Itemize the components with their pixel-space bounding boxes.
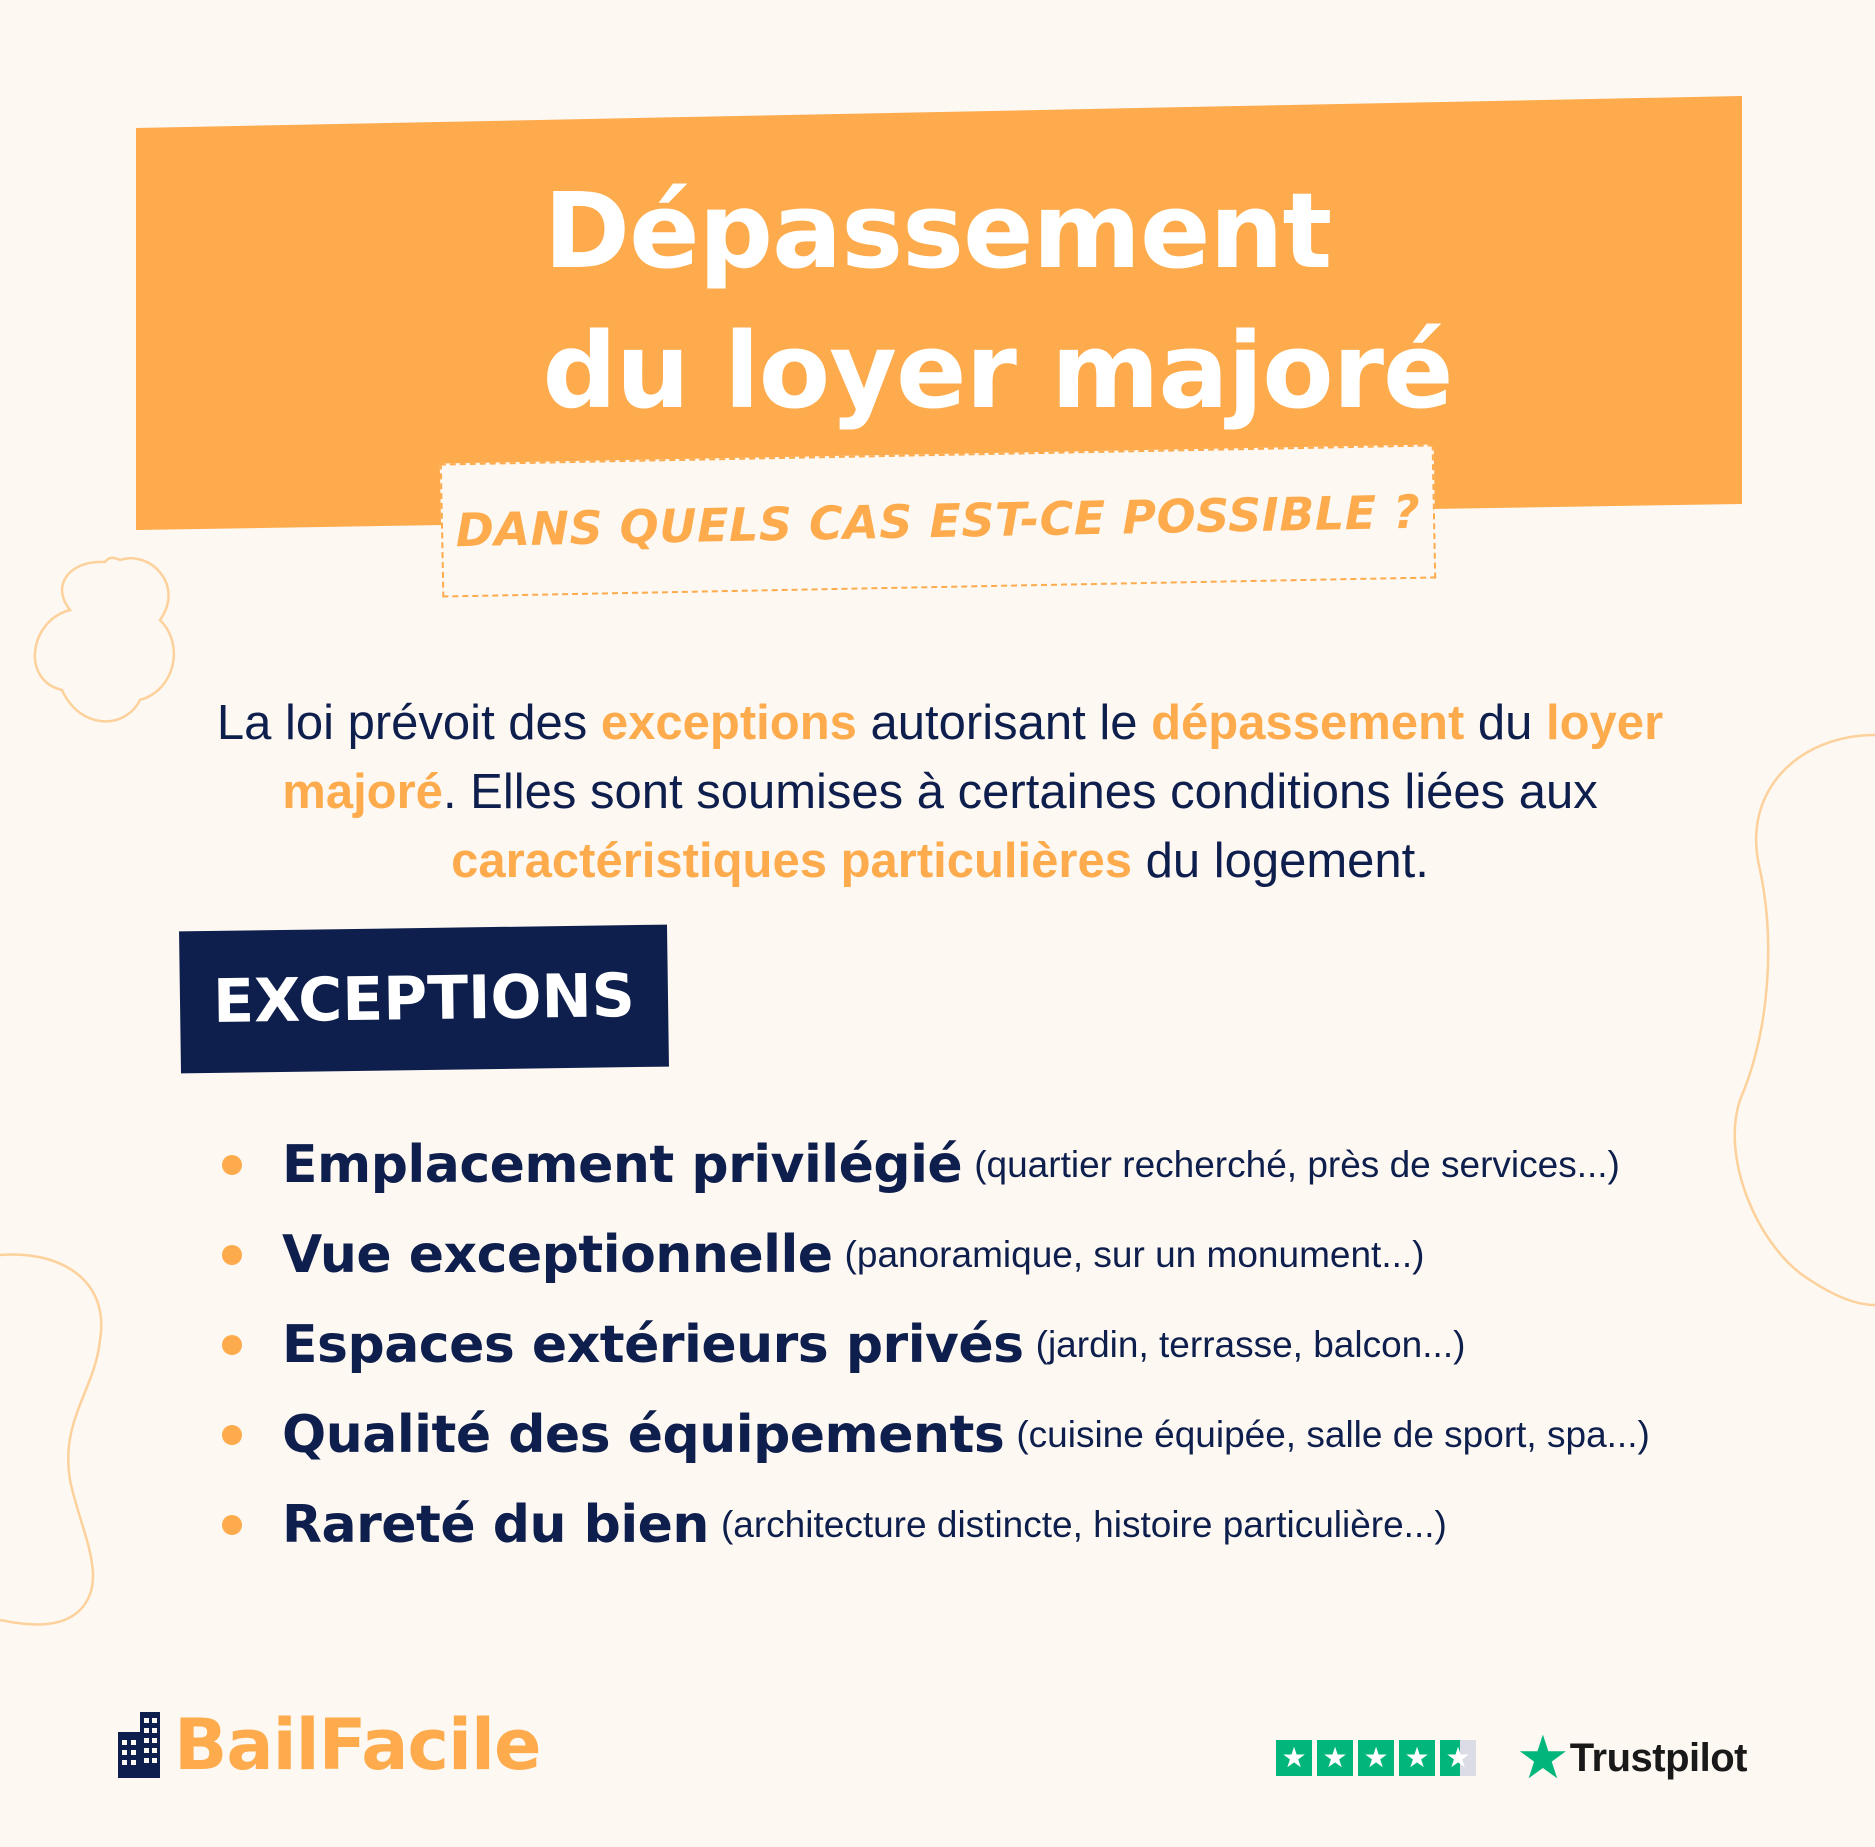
intro-text: du logement. [1131,834,1429,888]
rating-stars [1276,1740,1476,1776]
item-note: (panoramique, sur un monument...) [844,1234,1425,1275]
subtitle: DANS QUELS CAS EST-CE POSSIBLE ? [455,484,1421,558]
star-icon: ★ [1358,1740,1394,1776]
list-item [222,1300,1650,1390]
bullet-icon [222,1425,242,1445]
trustpilot-star-icon: ★ [1516,1723,1570,1793]
intro-highlight: dépassement [1151,696,1465,750]
brand-name: BailFacile [174,1704,541,1786]
bullet-icon [222,1155,242,1175]
list-item [222,1390,1650,1480]
item-title: Qualité des équipements [282,1405,1005,1465]
intro-text: La loi prévoit des [216,696,601,750]
list-item [222,1120,1650,1210]
intro-text: du [1464,696,1547,750]
intro-paragraph [180,689,1700,896]
intro-text: autorisant le [856,696,1152,750]
item-note: (jardin, terrasse, balcon...) [1035,1324,1466,1365]
intro-text: . Elles sont soumises à certaines conditions liées aux [442,765,1598,819]
list-item [222,1210,1650,1300]
bullet-icon [222,1335,242,1355]
star-icon: ★ [1276,1740,1312,1776]
item-title: Emplacement privilégié [282,1135,963,1195]
half-star-icon: ★ [1440,1740,1476,1776]
intro-highlight: caractéristiques particulières [451,834,1132,888]
item-note: (quartier recherché, près de services...) [974,1144,1620,1185]
item-title: Vue exceptionnelle [282,1225,833,1285]
page-title-line-1: Dépassement [543,170,1332,292]
item-title: Rareté du bien [282,1495,709,1555]
page-title-line-2: du loyer majoré [542,310,1453,432]
star-icon: ★ [1399,1740,1435,1776]
building-icon [116,1710,168,1780]
star-icon: ★ [1317,1740,1353,1776]
list-item [222,1480,1650,1570]
exceptions-list [222,1120,1650,1570]
trustpilot-label: Trustpilot [1569,1735,1748,1780]
intro-highlight: loyer majoré [282,696,1664,819]
bullet-icon [222,1515,242,1535]
bullet-icon [222,1245,242,1265]
item-note: (cuisine équipée, salle de sport, spa...) [1016,1414,1650,1455]
trustpilot-rating[interactable] [1276,1723,1748,1793]
item-title: Espaces extérieurs privés [282,1315,1024,1375]
item-note: (architecture distincte, histoire particulière...) [720,1504,1447,1545]
brand-logo[interactable] [116,1704,541,1786]
intro-highlight: exceptions [600,696,857,750]
exceptions-label-text: EXCEPTIONS [212,961,636,1037]
exceptions-label [179,925,669,1074]
subtitle-box [440,444,1436,597]
